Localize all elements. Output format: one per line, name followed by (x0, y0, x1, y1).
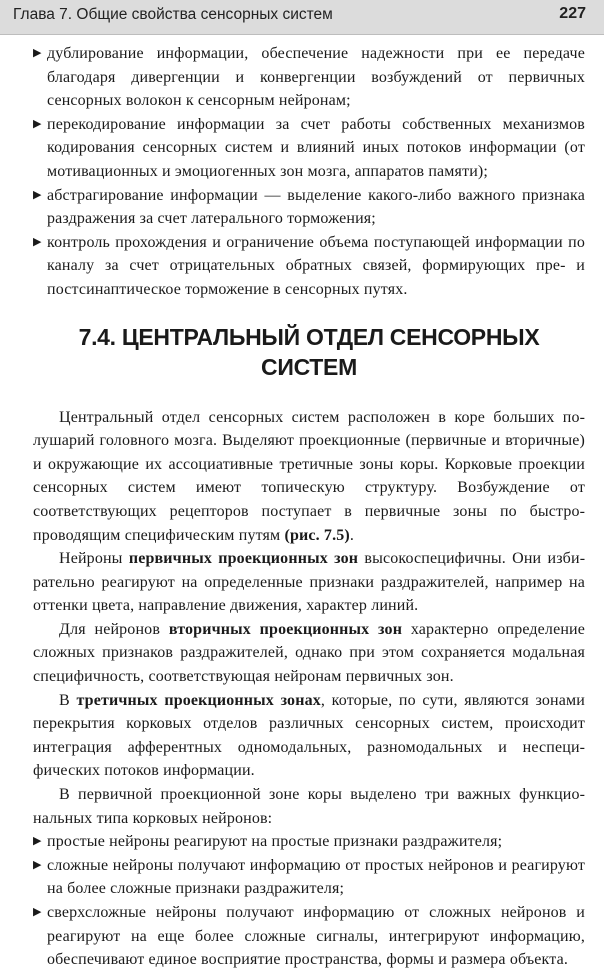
list-item-text: контроль прохождения и ограничение объема поступающей информации по каналу за счет отрицательных обратных связей, формирующих пре- и постсинаптическое торможение в сенсорных путях. (47, 233, 585, 298)
paragraph-text: Центральный отдел сенсорных систем расположен в коре больших полушарий головного мозга. Выделяют проекционные (первичные и вторичные) и окружающие их ассоциативные третичные зоны коры. Корковые проекции сенсорных систем имеют топическую структуру. Возбуждение от соответствующих рецепторов поступает в первичные зоны по быстропроводящим специфическим путям (33, 408, 585, 544)
list-item-text: абстрагирование информации — выделение какого-либо важного признака раздражения за счет латерального торможения; (47, 186, 585, 228)
paragraph-text: Для нейронов (59, 620, 169, 638)
term-secondary-zones: вторичных проекционных зон (168, 620, 403, 638)
paragraph-text: характерно определение сложных признаков раздражителей, однако при этом сохраняется модальная специфичность, соответствующая нейронам первичных зон. (33, 620, 585, 686)
paragraph-end: . (349, 526, 354, 544)
paragraph-text: высокоспецифичны. Они избирательно реагируют на определенные признаки раздражителей, например на оттенки цвета, направление движения, характер линий. (33, 550, 586, 615)
list-item (33, 113, 585, 184)
list-item-text: перекодирование информации за счет работы собственных механизмов кодирования сенсорных систем и влияний иных потоков информации (от мотивационных и эмоциогенных зон мозга, аппаратов памяти); (47, 115, 585, 180)
page-content (33, 42, 585, 972)
list-item (33, 901, 585, 972)
triangle-right-icon: ▶ (33, 906, 42, 918)
term-tertiary-zones: третичных проекционных зонах (76, 691, 321, 709)
paragraph-secondary-zones (33, 618, 585, 689)
paragraph-central-section (33, 406, 585, 548)
list-item-text: простые нейроны реагируют на простые признаки раздражителя; (47, 833, 503, 851)
triangle-right-icon: ▶ (33, 188, 42, 201)
running-header (0, 0, 604, 35)
list-item (33, 830, 585, 854)
section-heading: 7.4. ЦЕНТРАЛЬНЫЙ ОТДЕЛ СЕНСОРНЫХ СИСТЕМ (78, 323, 540, 380)
paragraph-text: В (59, 691, 77, 709)
triangle-right-icon: ▶ (33, 235, 42, 248)
triangle-right-icon: ▶ (33, 117, 42, 130)
chapter-title: Глава 7. Общие свойства сенсорных систем (13, 6, 333, 23)
paragraph-text: , которые, по сути, являются зонами перекрытия корковых отделов различных сенсорных систем, происходит интеграция афферентных одномодальных, разномодальных и неспецифических потоков информации. (33, 691, 585, 780)
paragraph-text: Нейроны (59, 550, 129, 568)
list-item (33, 854, 585, 901)
paragraph-tertiary-zones (33, 689, 585, 783)
list-item (33, 184, 585, 231)
list-item (33, 231, 585, 302)
list-item-text: сложные нейроны получают информацию от простых нейронов и реагируют на более сложные признаки раздражителя; (47, 856, 585, 898)
list-item-text: сверхсложные нейроны получают информацию от сложных нейронов и реагируют на еще более сложные сигналы, интегрируют информацию, обеспечивают единое восприятие пространства, формы и размера объекта. (47, 904, 585, 969)
list-item-text: дублирование информации, обеспечение надежности при ее передаче благодаря дивергенции и конвергенции возбуждений от первичных сенсорных волокон к сенсорным нейронам; (47, 45, 585, 110)
page-number: 227 (559, 5, 586, 22)
triangle-right-icon: ▶ (33, 858, 42, 871)
list-item (33, 42, 585, 113)
triangle-right-icon: ▶ (33, 835, 42, 848)
top-bullet-list (33, 42, 585, 302)
bottom-bullet-list (33, 830, 585, 972)
paragraph-primary-zones (33, 547, 585, 618)
term-primary-zones: первичных проекционных зон (128, 550, 359, 568)
triangle-right-icon: ▶ (33, 47, 42, 59)
paragraph-neuron-types: В первичной проекционной зоне коры выделено три важных функциональных типа корковых нейронов: (33, 786, 585, 827)
figure-reference[interactable]: (рис. 7.5) (284, 526, 350, 544)
